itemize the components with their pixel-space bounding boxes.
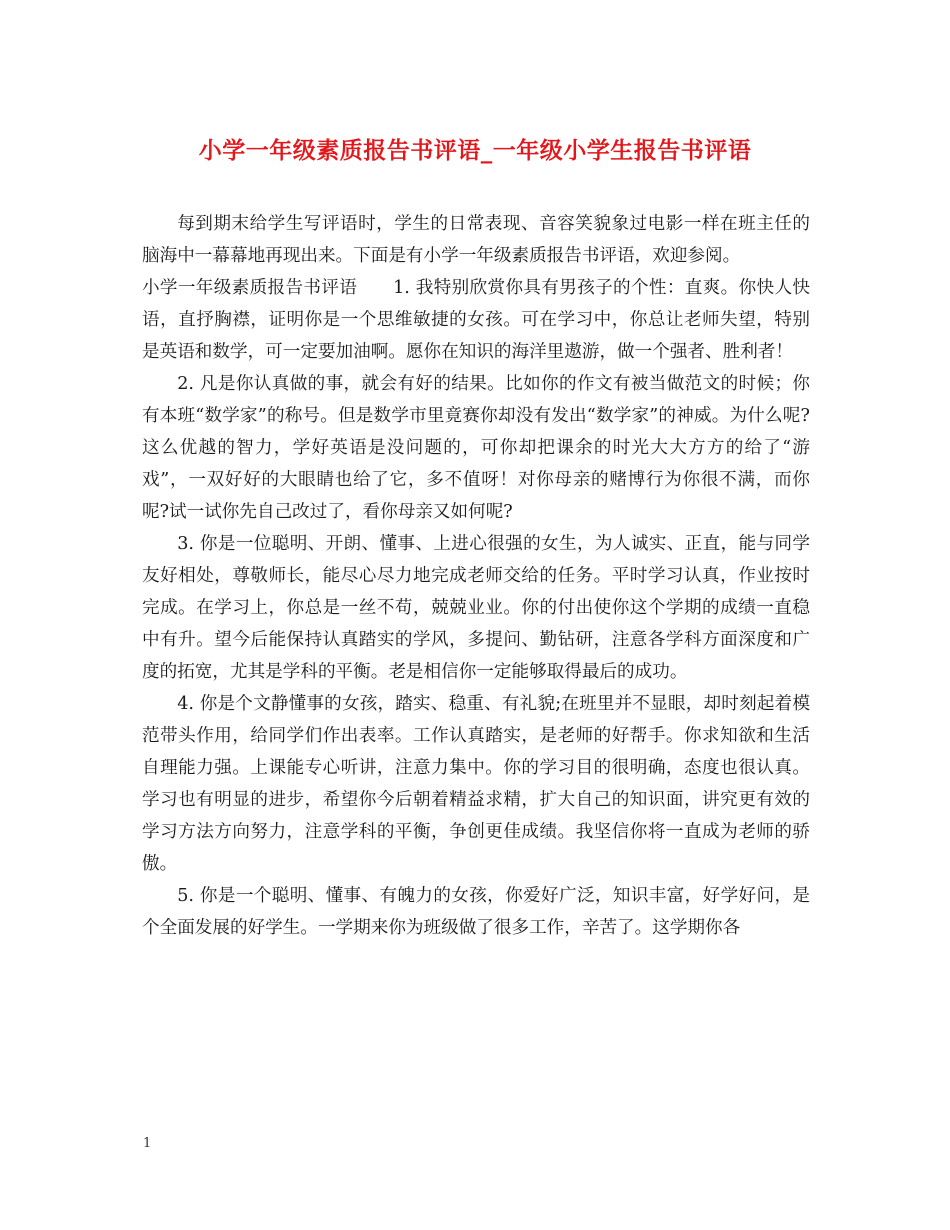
intro-paragraph: 每到期末给学生写评语时，学生的日常表现、音容笑貌象过电影一样在班主任的脑海中一幕幕地再现出来。下面是有小学一年级素质报告书评语，欢迎参阅。: [142, 214, 810, 266]
comment-paragraph-2: 2. 凡是你认真做的事，就会有好的结果。比如你的作文有被当做范文的时候；你有本班“数学家”的称号。但是数学市里竟赛你却没有发出“数学家”的神威。为什么呢?这么优越的智力，学好英语是没问题的，可你却把课余的时光大大方方的给了“游戏”，一双好好的大眼睛也给了它，多不值呀！对你母亲的赌博行为你很不满，而你呢?试一试你先自己改过了，看你母亲又如何呢?: [142, 374, 810, 522]
document-title: 小学一年级素质报告书评语_一年级小学生报告书评语: [198, 137, 752, 164]
comment-paragraph-4: 4. 你是个文静懂事的女孩，踏实、稳重、有礼貌;在班里并不显眼，却时刻起着模范带头作用，给同学们作出表率。工作认真踏实，是老师的好帮手。你求知欲和生活自理能力强。上课能专心听讲，注意力集中。你的学习目的很明确，态度也很认真。学习也有明显的进步，希望你今后朝着精益求精，扩大自己的知识面，讲究更有效的学习方法方向努力，注意学科的平衡，争创更佳成绩。我坚信你将一直成为老师的骄傲。: [142, 694, 810, 874]
comment-paragraph-1: 小学一年级素质报告书评语 1. 我特别欣赏你具有男孩子的个性：直爽。你快人快语，直抒胸襟，证明你是一个思维敏捷的女孩。可在学习中，你总让老师失望，特别是英语和数学，可一定要加油啊。愿你在知识的海洋里遨游，做一个强者、胜利者！: [142, 278, 810, 362]
comment-paragraph-3: 3. 你是一位聪明、开朗、懂事、上进心很强的女生，为人诚实、正直，能与同学友好相处，尊敬师长，能尽心尽力地完成老师交给的任务。平时学习认真，作业按时完成。在学习上，你总是一丝不苟，兢兢业业。你的付出使你这个学期的成绩一直稳中有升。望今后能保持认真踏实的学风，多提问、勤钻研，注意各学科方面深度和广度的拓宽，尤其是学科的平衡。老是相信你一定能够取得最后的成功。: [142, 534, 810, 682]
comment-paragraph-5: 5. 你是一个聪明、懂事、有魄力的女孩，你爱好广泛，知识丰富，好学好问，是个全面发展的好学生。一学期来你为班级做了很多工作，辛苦了。这学期你各: [142, 886, 810, 938]
page-number: 1: [143, 1136, 152, 1151]
document-body: [142, 208, 810, 944]
